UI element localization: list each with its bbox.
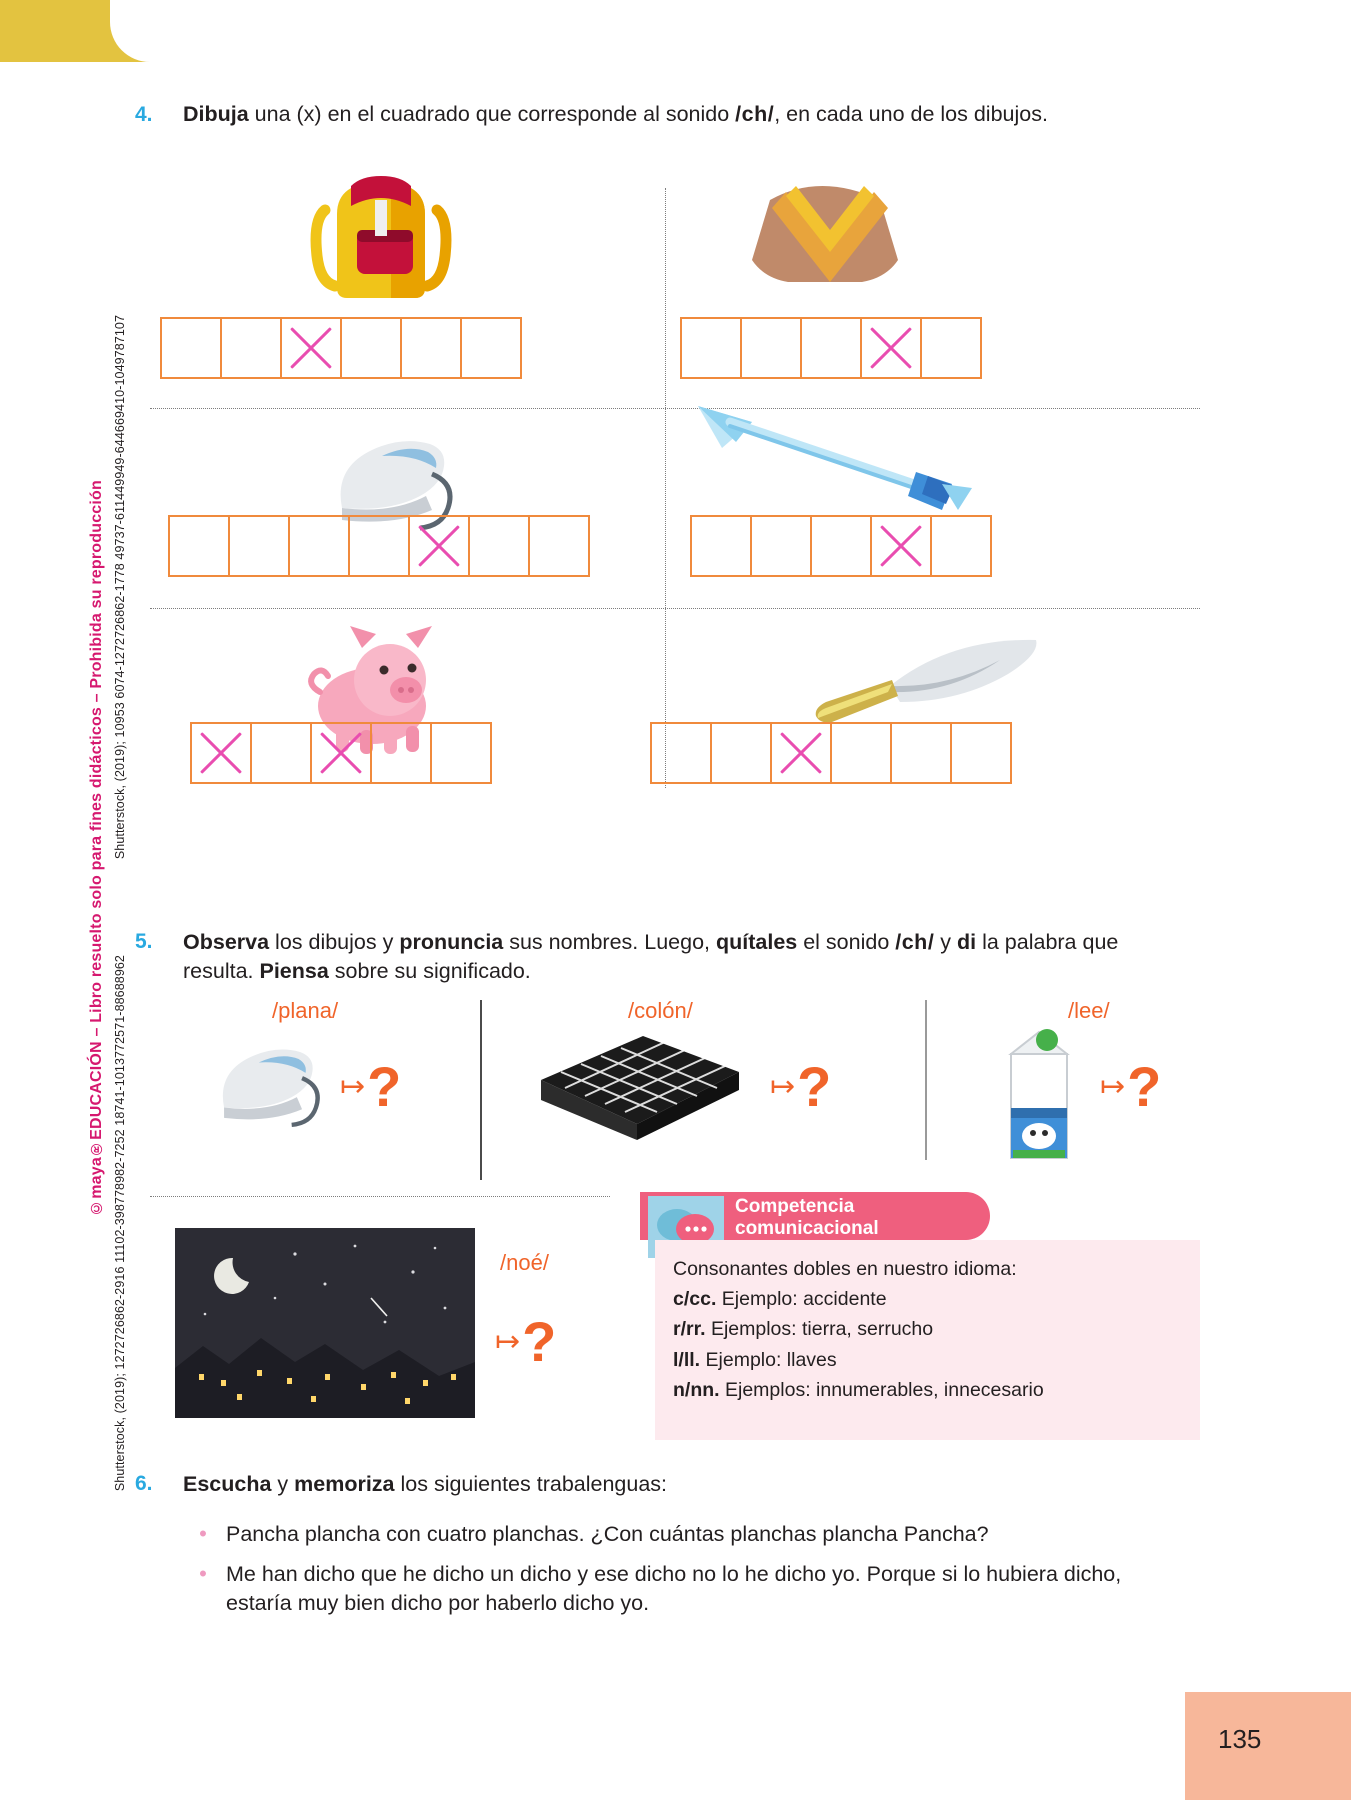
answer-box[interactable] (690, 515, 752, 577)
iron-image (205, 1030, 335, 1140)
arrow-icon: ↦ (495, 1325, 521, 1359)
exercise-6-text-1: y (271, 1472, 295, 1496)
trabalenguas-text: Me han dicho que he dicho un dicho y ese dicho no lo he dicho yo. Porque si lo hubiera dicho, estaría muy bien dicho por haberlo dicho yo. (226, 1561, 1122, 1616)
top-yellow-band (0, 0, 1351, 62)
exercise-5-text-5: la palabra que resulta. (183, 930, 1119, 984)
exercise-5-text-2: sus nombres. Luego, (503, 930, 716, 954)
consonant-example: Ejemplos: innumerables, innecesario (719, 1378, 1044, 1401)
exercise-4-text-2: , en cada uno de los dibujos. (774, 102, 1048, 126)
answer-slot-plana[interactable] (340, 1055, 402, 1118)
answer-box-marked[interactable] (310, 722, 372, 784)
grid-divider-vertical (665, 188, 666, 788)
mattress-image (525, 1028, 755, 1143)
competencia-row (673, 1375, 1182, 1405)
exercise-4-number: 4. (135, 103, 153, 126)
answer-box-marked[interactable] (280, 317, 342, 379)
answer-slot-noe[interactable] (495, 1310, 557, 1373)
competencia-title-line1: Competencia (735, 1196, 855, 1217)
exercise-5-text-4: y (934, 930, 957, 954)
answer-box[interactable] (930, 515, 992, 577)
consonant-example: Ejemplo: llaves (700, 1348, 837, 1371)
question-mark-answer: ? (367, 1055, 402, 1118)
answer-boxes-iron[interactable] (168, 515, 590, 577)
answer-boxes-poncho[interactable] (680, 317, 982, 379)
answer-box[interactable] (830, 722, 892, 784)
answer-box[interactable] (920, 317, 982, 379)
exercise-5-instruction (183, 928, 1193, 986)
answer-box[interactable] (680, 317, 742, 379)
answer-boxes-knife[interactable] (650, 722, 1012, 784)
answer-box[interactable] (340, 317, 402, 379)
answer-box[interactable] (710, 722, 772, 784)
phoneme-label-lee: /lee/ (1068, 998, 1110, 1023)
exercise-4-verb: Dibuja (183, 102, 249, 126)
answer-box[interactable] (528, 515, 590, 577)
exercise-4-text-1: una (x) en el cuadrado que corresponde al sonido (248, 102, 736, 126)
ex5-divider-1 (480, 1000, 482, 1180)
answer-box[interactable] (370, 722, 432, 784)
answer-box[interactable] (890, 722, 952, 784)
consonant-example: Ejemplo: accidente (716, 1288, 887, 1311)
competencia-title-line2: comunicacional (735, 1217, 879, 1239)
trabalenguas-list (180, 1520, 1180, 1629)
answer-box[interactable] (348, 515, 410, 577)
phoneme-label-noe: /noé/ (500, 1250, 549, 1275)
credit-line-2: Shutterstock, (2019); 1272726862-2916 11102-398778982-7252 18741-1013772571-88688962 (113, 955, 127, 1492)
exercise-6-number: 6. (135, 1472, 153, 1495)
exercise-6-text-2: los siguientes trabalenguas: (394, 1472, 668, 1496)
question-mark-answer: ? (797, 1055, 832, 1118)
bullet-dot-icon: • (199, 1560, 207, 1586)
answer-boxes-backpack[interactable] (160, 317, 522, 379)
question-mark-answer: ? (522, 1310, 557, 1373)
answer-box[interactable] (800, 317, 862, 379)
phoneme-label-plana: /plana/ (272, 998, 339, 1023)
exercise-5-sound: /ch/ (895, 930, 935, 954)
knife-image (800, 620, 1060, 730)
exercise-5-verb-4: di (957, 930, 977, 954)
competencia-intro: Consonantes dobles en nuestro idioma: (673, 1258, 1017, 1280)
exercise-4-sound: /ch/ (735, 102, 775, 126)
band-white-notch (110, 0, 1351, 62)
consonant-pair: l/ll. (673, 1348, 701, 1371)
competencia-row (673, 1345, 1182, 1375)
bullet-dot-icon: • (199, 1521, 207, 1546)
exercise-5-text-6: sobre su significado. (328, 959, 531, 984)
answer-box[interactable] (810, 515, 872, 577)
exercise-5-verb-5: Piensa (259, 959, 329, 984)
answer-boxes-arrow[interactable] (690, 515, 992, 577)
exercise-4-instruction (183, 100, 1183, 129)
consonant-pair: r/rr. (673, 1318, 706, 1341)
answer-box-marked[interactable] (860, 317, 922, 379)
exercise-6-verb-2: memoriza (294, 1472, 395, 1496)
question-mark-answer: ? (1127, 1055, 1162, 1118)
arrow-icon: ↦ (340, 1070, 366, 1104)
answer-box[interactable] (650, 722, 712, 784)
answer-box[interactable] (168, 515, 230, 577)
grid-divider-horizontal-1 (150, 408, 1200, 409)
exercise-5-number: 5. (135, 930, 153, 953)
answer-box-marked[interactable] (408, 515, 470, 577)
exercise-5-verb-3: quítales (715, 930, 798, 954)
answer-box[interactable] (750, 515, 812, 577)
backpack-image (295, 170, 475, 310)
poncho-image (750, 170, 910, 300)
phoneme-label-colon: /colón/ (628, 998, 693, 1023)
trabalenguas-text: Pancha plancha con cuatro planchas. ¿Con cuántas planchas plancha Pancha? (226, 1522, 989, 1546)
answer-box[interactable] (250, 722, 312, 784)
answer-box[interactable] (460, 317, 522, 379)
answer-box[interactable] (288, 515, 350, 577)
answer-box-marked[interactable] (770, 722, 832, 784)
exercise-6-verb-1: Escucha (183, 1472, 272, 1496)
answer-boxes-pig[interactable] (190, 722, 492, 784)
night-sky-image (175, 1228, 475, 1418)
competencia-title (735, 1196, 985, 1240)
list-item (180, 1520, 1180, 1550)
grid-divider-horizontal-2 (150, 608, 1200, 609)
answer-box[interactable] (468, 515, 530, 577)
exercise-4-grid (160, 170, 1200, 790)
answer-box-marked[interactable] (870, 515, 932, 577)
consonant-example: Ejemplos: tierra, serrucho (705, 1318, 934, 1341)
answer-box[interactable] (430, 722, 492, 784)
credit-line-1: Shutterstock, (2019); 10953 6074-1272726862-1778 49737-611449949-644669410-1049787107 (113, 315, 127, 860)
arrow-icon: ↦ (770, 1070, 796, 1104)
list-item (180, 1560, 1180, 1619)
ex5-divider-2 (925, 1000, 927, 1160)
answer-box[interactable] (220, 317, 282, 379)
consonant-pair: n/nn. (673, 1378, 720, 1401)
competencia-row (673, 1284, 1182, 1314)
answer-slot-lee[interactable] (1100, 1055, 1162, 1118)
answer-box-marked[interactable] (190, 722, 252, 784)
exercise-6-instruction (183, 1470, 1133, 1499)
exercise-5-verb-2: pronuncia (399, 930, 504, 954)
milk-carton-image (985, 1020, 1095, 1170)
answer-box[interactable] (400, 317, 462, 379)
ex5-divider-3 (150, 1196, 610, 1197)
arrow-icon: ↦ (1100, 1070, 1126, 1104)
page-number-background (1185, 1692, 1351, 1800)
imprint-line: ©maya®EDUCACIÓN – Libro resuelto solo para fines didácticos – Prohibida su reproducción (88, 480, 105, 1216)
exercise-5-text-3: el sonido (797, 930, 896, 954)
answer-box[interactable] (740, 317, 802, 379)
page-number: 135 (1218, 1724, 1262, 1754)
arrow-image (690, 392, 980, 512)
answer-box[interactable] (160, 317, 222, 379)
answer-slot-colon[interactable] (770, 1055, 832, 1118)
competencia-row (673, 1314, 1182, 1344)
competencia-body (655, 1240, 1200, 1440)
exercise-5-verb-1: Observa (183, 930, 270, 954)
consonant-pair: c/cc. (673, 1288, 717, 1311)
exercise-5-text-1: los dibujos y (269, 930, 400, 954)
answer-box[interactable] (950, 722, 1012, 784)
answer-box[interactable] (228, 515, 290, 577)
